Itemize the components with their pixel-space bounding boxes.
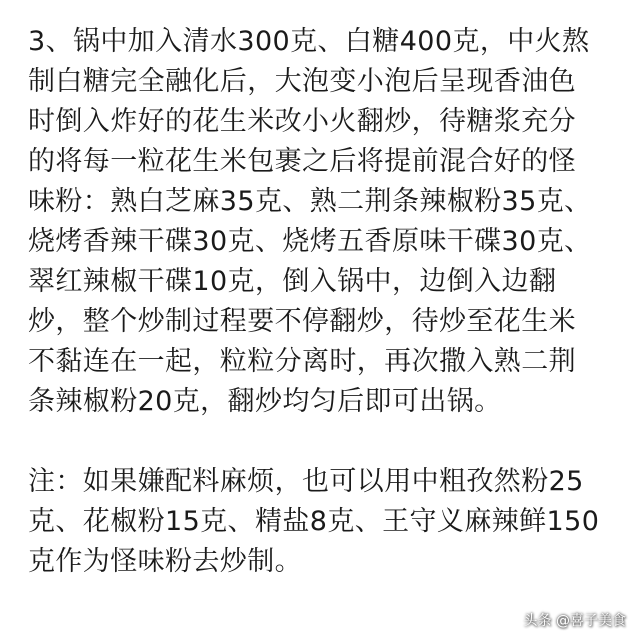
text-line: 不黏连在一起，粒粒分离时，再次撒入熟二荆 [28, 346, 576, 377]
text-line: 的将每一粒花生米包裹之后将提前混合好的怪 [28, 146, 576, 177]
article-body [28, 22, 618, 582]
text-line: 烧烤香辣干碟30克、烧烤五香原味干碟30克、 [28, 226, 592, 257]
text-line: 炒，整个炒制过程要不停翻炒，待炒至花生米 [28, 306, 576, 337]
paragraph-spacer [28, 422, 618, 462]
text-line: 时倒入炸好的花生米改小火翻炒，待糖浆充分 [28, 106, 576, 137]
text-line: 味粉：熟白芝麻35克、熟二荆条辣椒粉35克、 [28, 186, 592, 217]
source-watermark: 头条 @喜子美食 [523, 613, 626, 629]
text-line: 翠红辣椒干碟10克，倒入锅中，边倒入边翻 [28, 266, 557, 297]
text-line: 注：如果嫌配料麻烦，也可以用中粗孜然粉25 [28, 466, 584, 497]
recipe-step-paragraph [28, 22, 618, 422]
note-paragraph [28, 462, 618, 582]
text-line: 3、锅中加入清水300克、白糖400克，中火熬 [28, 26, 590, 57]
text-line: 克、花椒粉15克、精盐8克、王守义麻辣鲜150 [28, 506, 600, 537]
text-line: 条辣椒粉20克，翻炒均匀后即可出锅。 [28, 386, 502, 417]
text-line: 制白糖完全融化后，大泡变小泡后呈现香油色 [28, 66, 576, 97]
text-line: 克作为怪味粉去炒制。 [28, 546, 302, 577]
